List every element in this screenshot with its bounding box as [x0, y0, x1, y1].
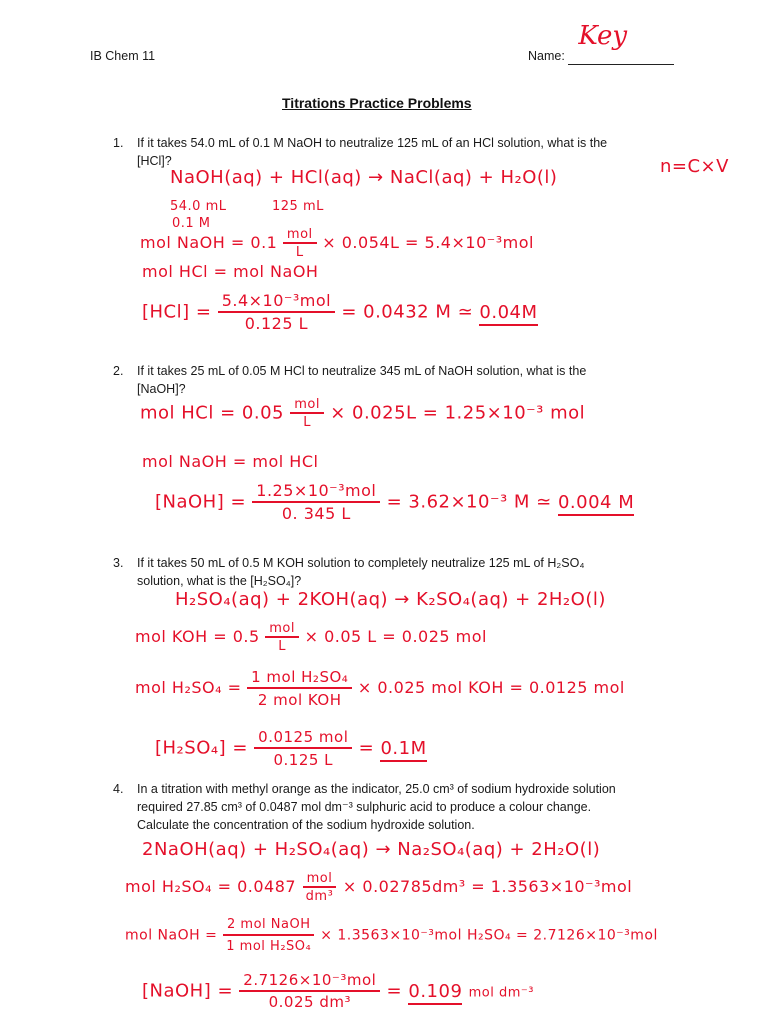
q3-step1-unit [265, 622, 299, 653]
q1-step3 [142, 292, 538, 333]
q4-step3-frac [239, 972, 380, 1011]
q2-step1-unit-den: L [303, 415, 311, 430]
q3-step2-frac [247, 668, 352, 709]
q3-step3-frac [254, 728, 352, 769]
q3-equation: H₂SO₄(aq) + 2KOH(aq) → K₂SO₄(aq) + 2H₂O(l) [175, 589, 606, 610]
q1-formula: n=C×V [660, 156, 729, 177]
q3-step3-num: 0.0125 mol [254, 728, 352, 749]
q1-number: 1. [113, 136, 124, 150]
q3-step1-unit-num: mol [265, 622, 299, 638]
q2-step3-left: [NaOH] = [155, 491, 247, 513]
q4-step1-unit-num: mol [303, 872, 337, 888]
q3-answer: 0.1M [380, 738, 426, 762]
name-value-handwritten: Key [578, 21, 628, 51]
q3-step2-num: 1 mol H₂SO₄ [247, 668, 352, 689]
name-line [568, 21, 674, 65]
q3-step2 [135, 668, 625, 709]
q4-step3 [142, 972, 534, 1011]
q4-step2-num: 2 mol NaOH [223, 916, 314, 936]
q1-given-vol-naoh: 54.0 mL [170, 199, 227, 214]
q2-step1-unit-num: mol [290, 398, 324, 414]
q4-step3-num: 2.7126×10⁻³mol [239, 972, 380, 992]
course-label: IB Chem 11 [90, 49, 156, 63]
q4-equation: 2NaOH(aq) + H₂SO₄(aq) → Na₂SO₄(aq) + 2H₂O(l) [142, 839, 601, 860]
q2-text-line2: [NaOH]? [137, 382, 186, 396]
q2-step2: mol NaOH = mol HCl [142, 452, 319, 471]
q2-step3-mid: = 3.62×10⁻³ M ≃ [386, 491, 552, 513]
q4-step2-den: 1 mol H₂SO₄ [226, 939, 312, 954]
q1-step3-mid: = 0.0432 M ≃ [341, 301, 474, 323]
q1-equation: NaOH(aq) + HCl(aq) → NaCl(aq) + H₂O(l) [170, 167, 558, 188]
q1-given-conc: 0.1 M [172, 216, 211, 231]
q4-answer: 0.109 [408, 981, 462, 1005]
q3-step1-right: × 0.05 L = 0.025 mol [304, 627, 487, 646]
q3-number: 3. [113, 556, 124, 570]
q1-given-vol-hcl: 125 mL [272, 199, 324, 214]
q1-step1 [140, 228, 534, 259]
q4-text-line1: In a titration with methyl orange as the indicator, 25.0 cm³ of sodium hydroxide solution [137, 782, 616, 796]
q1-step3-num: 5.4×10⁻³mol [218, 292, 335, 313]
q1-step2: mol HCl = mol NaOH [142, 262, 319, 281]
q2-step1-right: × 0.025L = 1.25×10⁻³ mol [330, 402, 586, 424]
q3-step1-left: mol KOH = 0.5 [135, 627, 260, 646]
q4-step1-left: mol H₂SO₄ = 0.0487 [125, 877, 297, 896]
q2-step1-unit [290, 398, 324, 429]
q1-step1-unit [283, 228, 317, 259]
q2-number: 2. [113, 364, 124, 378]
page-title: Titrations Practice Problems [282, 95, 472, 111]
q1-step3-den: 0.125 L [244, 314, 309, 333]
q3-text-line2: solution, what is the [H₂SO₄]? [137, 574, 302, 588]
q3-step2-left: mol H₂SO₄ = [135, 678, 242, 697]
q1-step1-right: × 0.054L = 5.4×10⁻³mol [322, 233, 534, 252]
q1-step1-unit-num: mol [283, 228, 317, 244]
q4-text-line3: Calculate the concentration of the sodium hydroxide solution. [137, 818, 475, 832]
q1-step1-unit-den: L [295, 245, 304, 260]
q4-step2 [125, 916, 658, 955]
q1-step1-left: mol NaOH = 0.1 [140, 233, 278, 252]
q4-step1-unit [302, 872, 338, 903]
q4-answer-unit: mol dm⁻³ [468, 985, 534, 1001]
q3-step1 [135, 622, 487, 653]
name-field [528, 21, 674, 65]
q4-step3-mid: = [386, 980, 403, 1002]
q4-step1-right: × 0.02785dm³ = 1.3563×10⁻³mol [342, 877, 633, 896]
name-label: Name: [528, 49, 565, 63]
q4-step3-left: [NaOH] = [142, 980, 234, 1002]
q2-answer: 0.004 M [558, 492, 634, 516]
q3-step3-left: [H₂SO₄] = [155, 737, 248, 759]
q1-text-line1: If it takes 54.0 mL of 0.1 M NaOH to neutralize 125 mL of an HCl solution, what is the [137, 136, 608, 150]
q4-text-line2: required 27.85 cm³ of 0.0487 mol dm⁻³ sulphuric acid to produce a colour change. [137, 800, 592, 814]
q2-step3-frac [252, 482, 380, 523]
q3-step2-den: 2 mol KOH [257, 691, 342, 709]
q3-step3-den: 0.125 L [273, 751, 334, 769]
q4-step2-right: × 1.3563×10⁻³mol H₂SO₄ = 2.7126×10⁻³mol [320, 927, 658, 944]
q3-text-line1: If it takes 50 mL of 0.5 M KOH solution to completely neutralize 125 mL of H₂SO₄ [137, 556, 585, 570]
q4-step1-unit-den: dm³ [305, 889, 334, 904]
q1-answer: 0.04M [479, 302, 537, 326]
q4-step2-left: mol NaOH = [125, 927, 218, 944]
q4-number: 4. [113, 782, 124, 796]
q1-step3-frac [218, 292, 335, 333]
q2-step3-num: 1.25×10⁻³mol [252, 482, 380, 503]
q2-step3-den: 0. 345 L [281, 504, 351, 523]
q4-step3-den: 0.025 dm³ [268, 993, 351, 1011]
q1-text-line2: [HCl]? [137, 154, 172, 168]
q1-step3-left: [HCl] = [142, 301, 212, 323]
q3-step3 [155, 728, 427, 769]
q3-step3-mid: = [358, 737, 375, 759]
q4-step2-frac [222, 916, 315, 955]
q4-step1 [125, 872, 632, 903]
q2-step1 [140, 398, 585, 429]
q2-step3 [155, 482, 634, 523]
q3-step2-right: × 0.025 mol KOH = 0.0125 mol [357, 678, 625, 697]
q2-step1-left: mol HCl = 0.05 [140, 402, 284, 424]
q2-text-line1: If it takes 25 mL of 0.05 M HCl to neutralize 345 mL of NaOH solution, what is the [137, 364, 587, 378]
q3-step1-unit-den: L [278, 639, 286, 654]
